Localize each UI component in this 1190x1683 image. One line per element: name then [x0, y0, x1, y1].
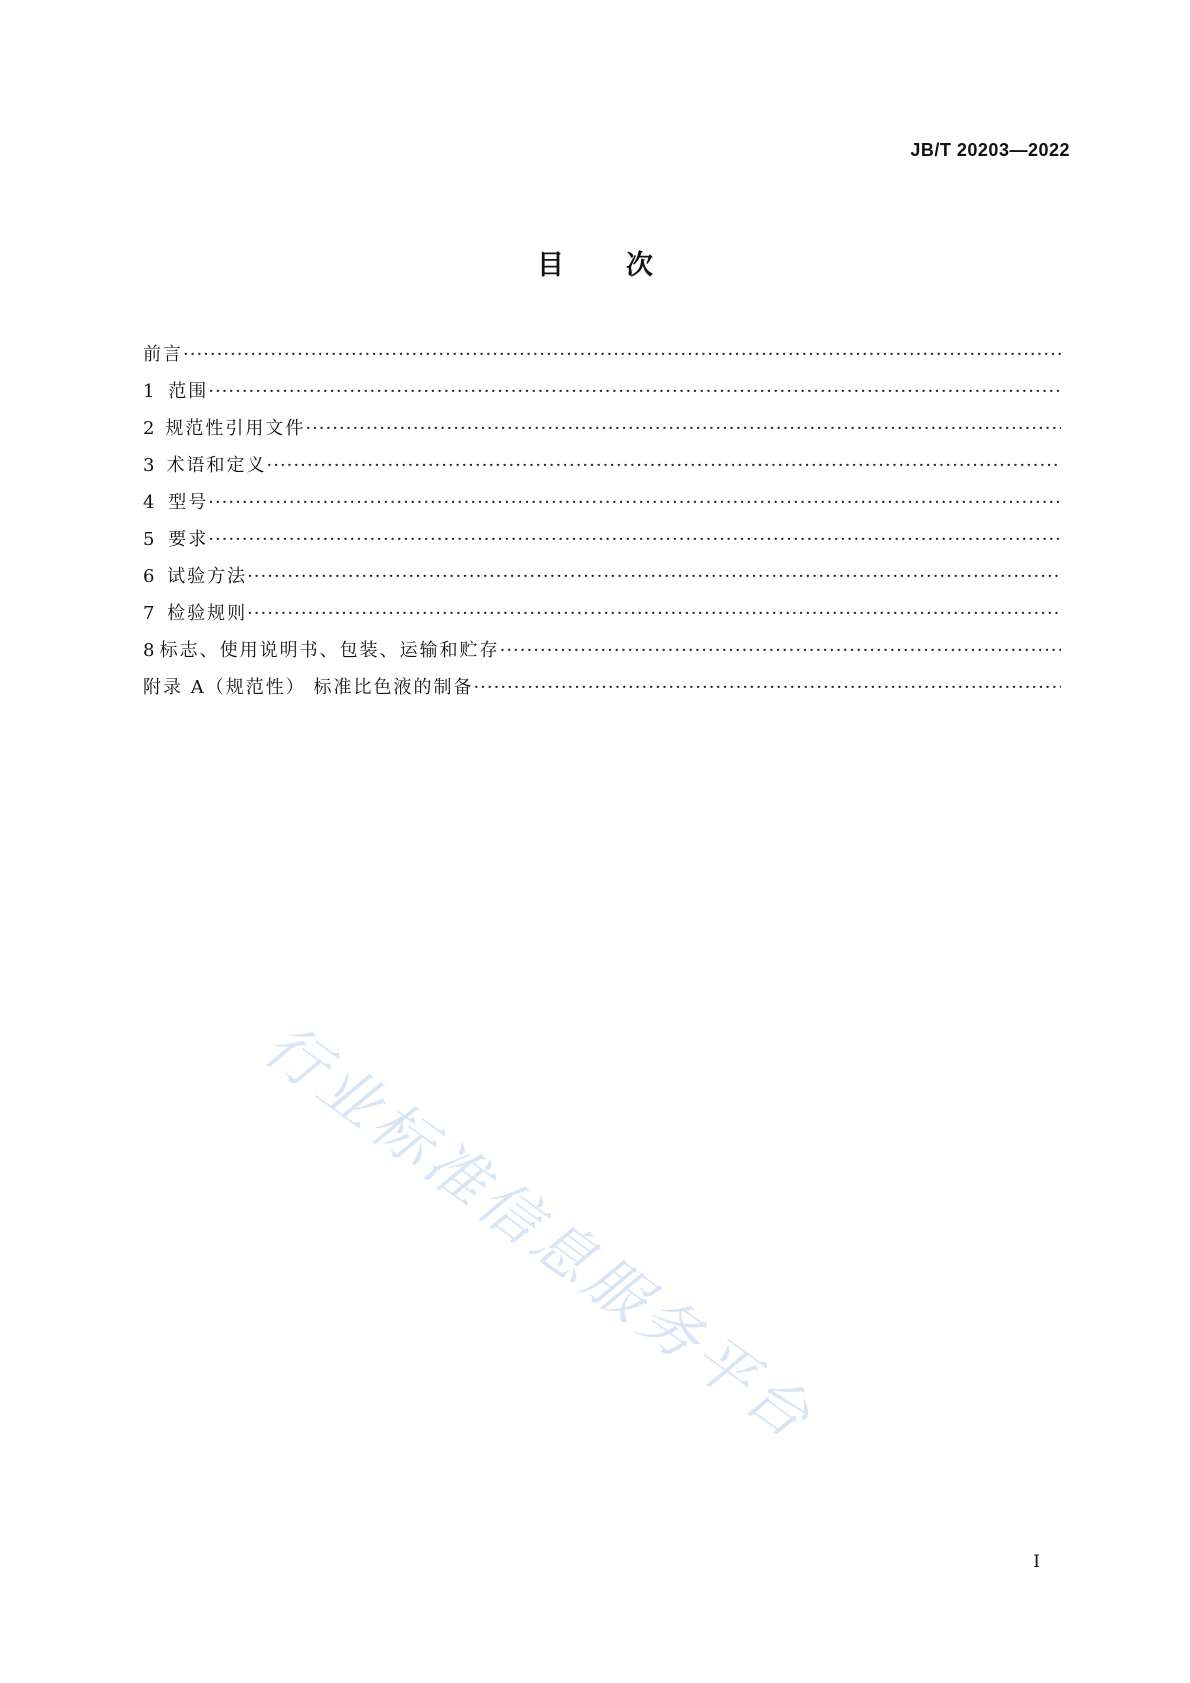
- toc-leader: [208, 529, 1061, 550]
- page-title: [0, 243, 1190, 282]
- toc-entry-number: 2: [143, 418, 155, 439]
- toc-leader: [500, 640, 1061, 661]
- toc-entry-requirements[interactable]: [143, 525, 1061, 562]
- toc-entry-number: 4: [143, 492, 155, 513]
- toc-entry-annex-a[interactable]: [143, 673, 1061, 710]
- watermark: 行业标准信息服务平台: [251, 1010, 827, 1456]
- toc-entry-number: 3: [143, 455, 155, 476]
- toc-entry-terms-definitions[interactable]: [143, 451, 1061, 488]
- toc-entry-label: 试验方法: [167, 566, 248, 587]
- toc-leader: [208, 492, 1061, 513]
- toc-entry-label: 附录 A（规范性） 标准比色液的制备: [143, 677, 474, 698]
- toc-entry-number: 5: [143, 529, 155, 550]
- title-left-char: 目: [537, 250, 564, 281]
- toc-entry-number: 7: [143, 603, 155, 624]
- toc-leader: [305, 418, 1061, 439]
- toc-entry-label: 范围: [168, 381, 209, 402]
- page-number: I: [1033, 1552, 1040, 1572]
- title-right-char: 次: [626, 250, 653, 281]
- toc-entry-label: 标志、使用说明书、包装、运输和贮存: [159, 640, 500, 661]
- toc-leader: [267, 455, 1062, 476]
- toc-entry-label: 规范性引用文件: [165, 418, 306, 439]
- toc-entry-label: 型号: [168, 492, 209, 513]
- toc-entry-inspection-rules[interactable]: [143, 599, 1061, 636]
- toc-leader: [247, 566, 1061, 587]
- toc-leader: [183, 344, 1061, 365]
- toc-entry-label: 要求: [168, 529, 209, 550]
- toc-entry-marking-packaging[interactable]: [143, 636, 1061, 673]
- toc-entry-label: 前言: [143, 344, 183, 365]
- toc-entry-normative-references[interactable]: [143, 414, 1061, 451]
- toc-leader: [473, 677, 1061, 698]
- table-of-contents: [143, 340, 1061, 710]
- standard-code: JB/T 20203—2022: [910, 140, 1070, 160]
- toc-leader: [208, 381, 1061, 402]
- toc-entry-model[interactable]: [143, 488, 1061, 525]
- toc-entry-number: 6: [143, 566, 155, 587]
- toc-leader: [247, 603, 1061, 624]
- toc-entry-label: 检验规则: [167, 603, 248, 624]
- toc-entry-number: 8: [143, 640, 155, 661]
- toc-entry-foreword[interactable]: [143, 340, 1061, 377]
- toc-entry-scope[interactable]: [143, 377, 1061, 414]
- toc-entry-number: 1: [143, 381, 155, 402]
- toc-entry-test-methods[interactable]: [143, 562, 1061, 599]
- toc-entry-label: 术语和定义: [166, 455, 267, 476]
